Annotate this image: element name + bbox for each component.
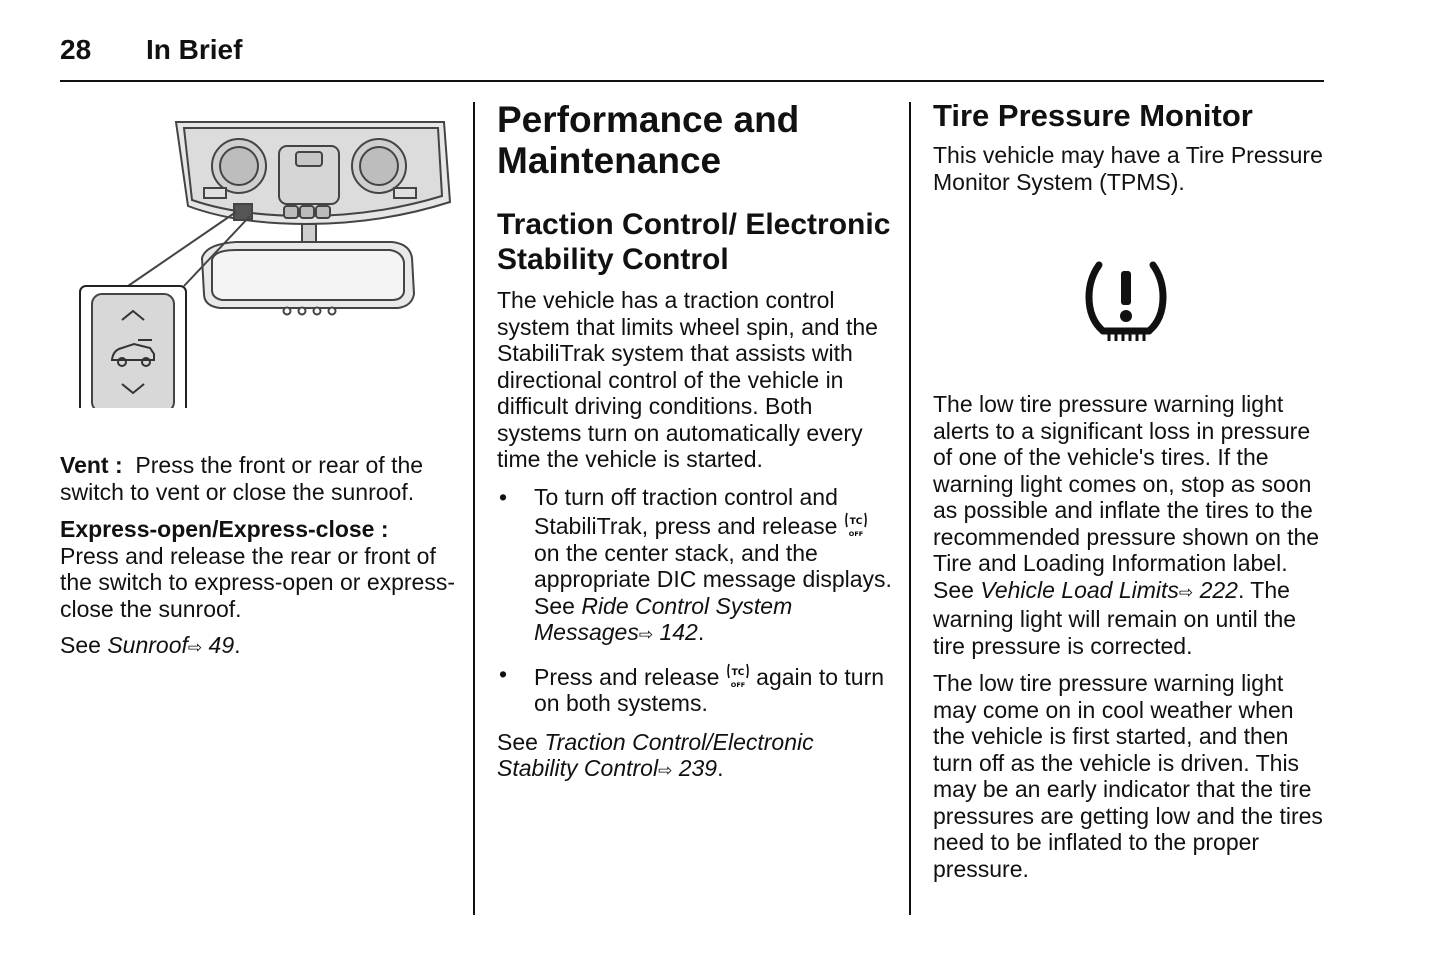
- section-title: In Brief: [146, 34, 243, 65]
- column-performance: [497, 96, 892, 796]
- traction-control-off-icon: [726, 661, 750, 689]
- column-sunroof: [60, 96, 460, 673]
- section-heading: Tire Pressure Monitor: [933, 98, 1253, 133]
- express-text: Press and release the rear or front of the switch to express-open or express-close the sunroof.: [60, 542, 456, 622]
- traction-steps: [497, 484, 892, 717]
- step-text: Press and release: [534, 663, 720, 690]
- see-prefix: See: [497, 728, 538, 755]
- traction-control-off-icon: [844, 510, 868, 538]
- vent-text: Press the front or rear of the switch to vent or close the sunroof.: [60, 452, 424, 505]
- step-text: on the center stack, and the appropriate DIC message displays. See: [534, 539, 892, 619]
- list-item: [497, 661, 892, 717]
- page-header: [60, 34, 1324, 82]
- bullet: •: [499, 660, 508, 687]
- column-divider: [473, 102, 475, 915]
- sunroof-reference: [60, 632, 460, 662]
- period: .: [697, 619, 705, 645]
- express-term: Express-open/Express-close :: [60, 516, 389, 542]
- vent-description: [60, 452, 460, 505]
- page-number: 28: [60, 34, 92, 65]
- period: .: [234, 632, 241, 658]
- column-divider: [909, 102, 911, 915]
- list-item: [497, 484, 892, 649]
- tpms-warning-paragraph: [933, 391, 1328, 659]
- express-description: [60, 516, 460, 622]
- sunroof-page[interactable]: 49: [208, 632, 235, 658]
- tpms-cool-weather-paragraph: The low tire pressure warning light may come on in cool weather when the vehicle is first started, and then turn off as the vehicle is driven. This may be an early indicator that the tire pressures are getting low and the tires need to be inflated to the proper pressure.: [933, 670, 1323, 882]
- subsection-heading: Traction Control/ Electronic Stability Control: [497, 208, 891, 276]
- page-arrow-icon: ⇨: [187, 638, 203, 657]
- column-tire-pressure: [933, 96, 1328, 893]
- vent-term: Vent :: [60, 452, 123, 478]
- traction-control-page[interactable]: 239: [678, 755, 718, 781]
- sunroof-switch-illustration: [76, 108, 456, 408]
- tc-icon-label: TC: [849, 517, 863, 527]
- page-arrow-icon: ⇨: [658, 761, 673, 780]
- step-text: again to turn on both systems.: [534, 663, 885, 716]
- sunroof-link[interactable]: Sunroof: [107, 632, 188, 658]
- page-arrow-icon: ⇨: [1178, 582, 1194, 602]
- ride-control-page[interactable]: 142: [659, 619, 698, 645]
- see-prefix: See: [60, 632, 101, 658]
- paragraph-text: The low tire pressure warning light alerts to a significant loss in pressure of one of the vehicle's tires. If the warning light comes on, stop as soon as possible and inflate the tires to the recommended pressure shown on the Tire and Loading Information label. See: [933, 391, 1320, 603]
- traction-control-link[interactable]: Traction Control/Electronic Stability Control: [497, 728, 814, 781]
- bullet: •: [499, 483, 508, 510]
- period: .: [717, 755, 724, 781]
- step-text: To turn off traction control and StabiliTrak, press and release: [534, 483, 838, 539]
- low-tire-pressure-warning-icon: [1083, 259, 1169, 343]
- traction-intro: The vehicle has a traction control system that limits wheel spin, and the StabiliTrak system that assists with directional control of the vehicle in difficult driving conditions. Both systems turn on automatically every time the vehicle is started.: [497, 287, 878, 472]
- page-arrow-icon: ⇨: [638, 625, 654, 644]
- tc-icon-label: TC: [731, 667, 745, 678]
- ride-control-link[interactable]: Ride Control System Messages: [534, 592, 793, 645]
- vehicle-load-limits-link[interactable]: Vehicle Load Limits: [980, 576, 1179, 603]
- vehicle-load-limits-page[interactable]: 222: [1199, 576, 1238, 603]
- tpms-intro: This vehicle may have a Tire Pressure Monitor System (TPMS).: [933, 142, 1323, 195]
- off-icon-label: OFF: [848, 530, 863, 538]
- off-icon-label: OFF: [730, 680, 745, 689]
- section-heading: Performance and Maintenance: [497, 99, 800, 181]
- traction-reference: [497, 729, 892, 785]
- paragraph-text: . The warning light will remain on until the tire pressure is corrected.: [933, 576, 1297, 659]
